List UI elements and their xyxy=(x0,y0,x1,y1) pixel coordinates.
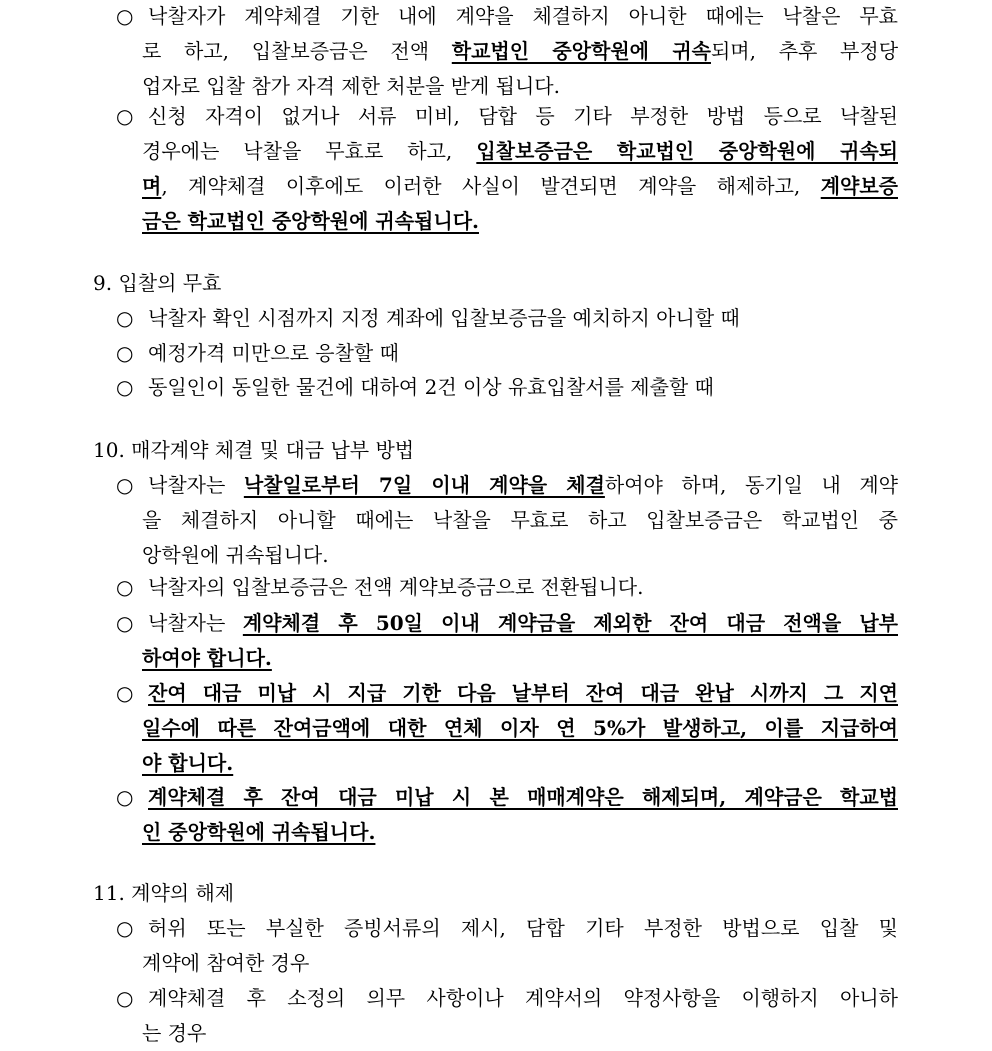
text-line: 앙학원에 귀속됩니다. xyxy=(142,543,329,567)
text-line xyxy=(116,746,898,781)
bullet-mark: ○ xyxy=(116,341,134,365)
bullet-mark: ○ xyxy=(116,4,134,28)
text-line: 낙찰자는 계약체결 후 50일 이내 계약금을 제외한 잔여 대금 전액을 납부 xyxy=(148,611,898,635)
emphasis-text: 입찰보증금은 학교법인 중앙학원에 귀속되 xyxy=(476,139,898,163)
bullet-mark: ○ xyxy=(116,575,134,599)
list-item xyxy=(116,570,898,605)
text-line: 경우에는 낙찰을 무효로 하고, 입찰보증금은 학교법인 중앙학원에 귀속되 xyxy=(142,139,898,163)
text-line: 계약체결 후 소정의 의무 사항이나 계약서의 약정사항을 이행하지 아니하 xyxy=(148,986,898,1010)
bullet-mark: ○ xyxy=(116,473,134,497)
emphasis-text: 계약체결 후 50일 이내 계약금을 제외한 잔여 대금 전액을 납부 xyxy=(242,611,898,635)
list-item xyxy=(116,0,898,104)
text-line: 낙찰자는 낙찰일로부터 7일 이내 계약을 체결하여야 하며, 동기일 내 계약 xyxy=(148,473,898,497)
text-line xyxy=(116,641,898,676)
text-line: 계약체결 후 잔여 대금 미납 시 본 매매계약은 해제되며, 계약금은 학교법 xyxy=(148,785,898,809)
list-item xyxy=(116,336,898,371)
bullet-mark: ○ xyxy=(116,785,134,809)
list-item xyxy=(116,911,898,981)
emphasis-text: 야 합니다. xyxy=(142,751,234,775)
section-heading: 9. 입찰의 무효 xyxy=(93,271,222,295)
text-line: 예정가격 미만으로 응찰할 때 xyxy=(148,341,399,365)
list-item xyxy=(116,780,898,850)
list-item xyxy=(116,981,898,1051)
list-item xyxy=(116,99,898,239)
bullet-mark: ○ xyxy=(116,986,134,1010)
emphasis-text: 계약보증 xyxy=(820,174,898,198)
emphasis-text: 하여야 합니다. xyxy=(142,646,272,670)
text-line xyxy=(116,204,898,239)
text-line: 낙찰자 확인 시점까지 지정 계좌에 입찰보증금을 예치하지 아니할 때 xyxy=(148,306,740,330)
bullet-mark: ○ xyxy=(116,375,134,399)
list-item xyxy=(116,301,898,336)
bullet-mark: ○ xyxy=(116,916,134,940)
list-item xyxy=(116,606,898,676)
emphasis-text: 인 중앙학원에 귀속됩니다. xyxy=(142,820,376,844)
text-line: 허위 또는 부실한 증빙서류의 제시, 담합 기타 부정한 방법으로 입찰 및 xyxy=(148,916,898,940)
list-item xyxy=(116,468,898,573)
emphasis-text: 낙찰일로부터 7일 이내 계약을 체결 xyxy=(243,473,605,497)
emphasis-text: 금은 학교법인 중앙학원에 귀속됩니다. xyxy=(142,209,479,233)
text-line: 일수에 따른 잔여금액에 대한 연체 이자 연 5%가 발생하고, 이를 지급하여 xyxy=(142,716,898,740)
list-item xyxy=(116,370,898,405)
bullet-mark: ○ xyxy=(116,681,134,705)
text-line: 업자로 입찰 참가 자격 제한 처분을 받게 됩니다. xyxy=(142,74,560,98)
text-line: 잔여 대금 미납 시 지급 기한 다음 날부터 잔여 대금 완납 시까지 그 지연 xyxy=(148,681,898,705)
emphasis-text: 학교법인 중앙학원에 귀속 xyxy=(451,39,711,63)
bullet-mark: ○ xyxy=(116,104,134,128)
text-line: 계약에 참여한 경우 xyxy=(142,951,310,975)
text-line: 을 체결하지 아니할 때에는 낙찰을 무효로 하고 입찰보증금은 학교법인 중 xyxy=(142,508,898,532)
text-line: 낙찰자가 계약체결 기한 내에 계약을 체결하지 아니한 때에는 낙찰은 무효 xyxy=(148,4,898,28)
text-line: 낙찰자의 입찰보증금은 전액 계약보증금으로 전환됩니다. xyxy=(148,575,644,599)
list-item xyxy=(116,676,898,781)
text-line: 동일인이 동일한 물건에 대하여 2건 이상 유효입찰서를 제출할 때 xyxy=(148,375,714,399)
text-line: 는 경우 xyxy=(142,1021,207,1045)
section-heading: 10. 매각계약 체결 및 대금 납부 방법 xyxy=(93,438,415,462)
text-line: 신청 자격이 없거나 서류 미비, 담합 등 기타 부정한 방법 등으로 낙찰된 xyxy=(148,104,898,128)
bullet-mark: ○ xyxy=(116,611,134,635)
text-line: 며, 계약체결 이후에도 이러한 사실이 발견되면 계약을 해제하고, 계약보증 xyxy=(142,174,898,198)
text-line: 로 하고, 입찰보증금은 전액 학교법인 중앙학원에 귀속되며, 추후 부정당 xyxy=(142,39,899,63)
bullet-mark: ○ xyxy=(116,306,134,330)
emphasis-text: 며 xyxy=(142,174,162,198)
section-heading: 11. 계약의 해제 xyxy=(93,881,235,905)
text-line xyxy=(116,815,898,850)
